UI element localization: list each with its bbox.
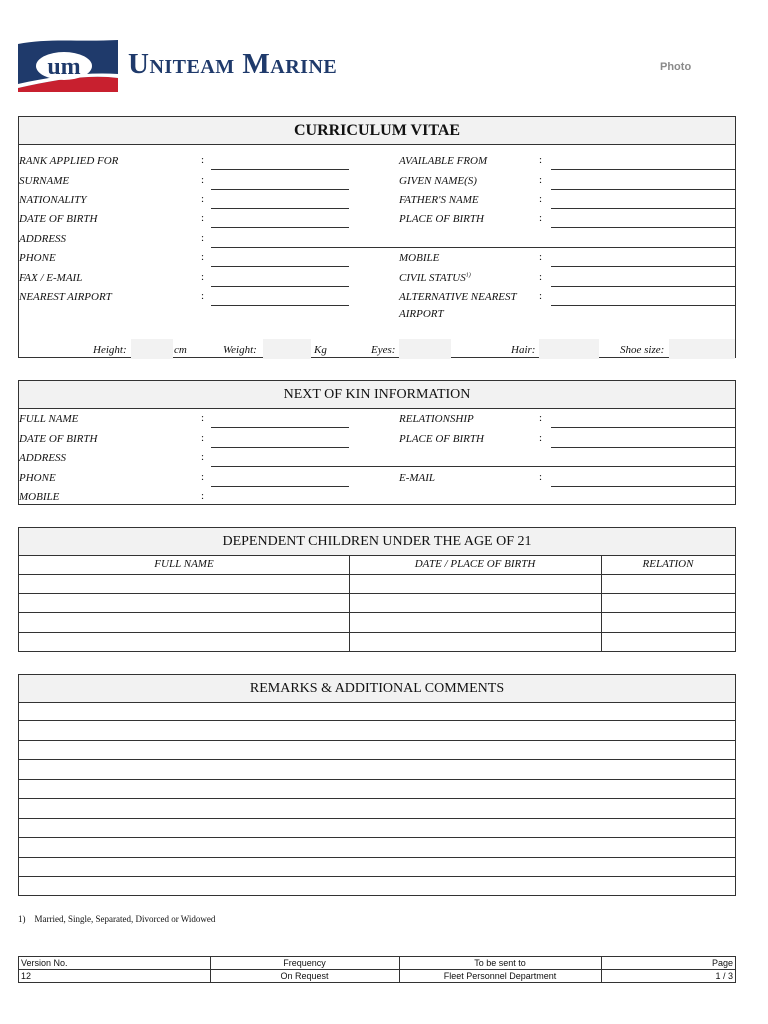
- field-label: E-MAIL: [399, 472, 436, 484]
- date-of-birth-input[interactable]: [211, 227, 349, 228]
- field-label: PLACE OF BIRTH: [399, 213, 484, 225]
- field-label: RELATIONSHIP: [399, 413, 474, 425]
- shoe-size-label: Shoe size:: [620, 344, 665, 356]
- mobile-input[interactable]: [551, 266, 735, 267]
- table-row[interactable]: [19, 612, 735, 613]
- field-label: PHONE: [19, 472, 56, 484]
- field-label: MOBILE: [19, 491, 60, 503]
- version-header: Version No.: [21, 958, 68, 968]
- remarks-line[interactable]: [19, 818, 735, 819]
- remarks-line[interactable]: [19, 740, 735, 741]
- kin-full-name-input[interactable]: [211, 427, 349, 428]
- remarks-line[interactable]: [19, 779, 735, 780]
- photo-placeholder[interactable]: Photo: [660, 61, 692, 73]
- cv-row: DATE OF BIRTH : PLACE OF BIRTH :: [19, 209, 735, 229]
- children-title: DEPENDENT CHILDREN UNDER THE AGE OF 21: [19, 528, 735, 556]
- field-label: NATIONALITY: [19, 194, 87, 206]
- sent-to-value: Fleet Personnel Department: [443, 971, 557, 981]
- height-label: Height:: [93, 344, 127, 356]
- hair-input[interactable]: [539, 339, 599, 359]
- page-value: 1 / 3: [715, 971, 733, 981]
- cv-title: CURRICULUM VITAE: [19, 117, 735, 145]
- sent-to-header: To be sent to: [474, 958, 526, 968]
- kin-row: ADDRESS :: [19, 448, 735, 468]
- cv-row: SURNAME : GIVEN NAME(S) :: [19, 171, 735, 191]
- page-header: Page: [711, 958, 733, 968]
- company-name: Uniteam Marine: [128, 48, 338, 80]
- field-label: GIVEN NAME(S): [399, 175, 477, 187]
- cv-row: NEAREST AIRPORT : ALTERNATIVE NEAREST AIRPORT :: [19, 287, 735, 323]
- kin-relationship-input[interactable]: [551, 427, 735, 428]
- kg-unit: Kg: [314, 344, 327, 356]
- field-label: CIVIL STATUS: [399, 272, 466, 284]
- kin-row: FULL NAME : RELATIONSHIP :: [19, 409, 735, 429]
- eyes-input[interactable]: [399, 339, 451, 359]
- document-footer: [18, 956, 736, 983]
- field-label: FULL NAME: [19, 413, 79, 425]
- physical-measures: [19, 339, 735, 359]
- footnote: 1) Married, Single, Separated, Divorced or Widowed: [18, 914, 216, 924]
- logo-text: um: [47, 54, 81, 80]
- field-label: ALTERNATIVE NEAREST: [399, 291, 517, 303]
- frequency-value: On Request: [280, 971, 329, 981]
- remarks-line[interactable]: [19, 720, 735, 721]
- children-table-header: [19, 555, 735, 575]
- kin-row: DATE OF BIRTH : PLACE OF BIRTH :: [19, 429, 735, 449]
- field-label: FATHER'S NAME: [399, 194, 479, 206]
- column-header: RELATION: [642, 558, 694, 570]
- remarks-line[interactable]: [19, 857, 735, 858]
- available-from-input[interactable]: [551, 169, 735, 170]
- version-value: 12: [21, 971, 32, 981]
- remarks-line[interactable]: [19, 798, 735, 799]
- cv-row: FAX / E-MAIL : CIVIL STATUS$^{1)}$ :: [19, 268, 735, 288]
- footnote-marker: 1): [465, 272, 471, 279]
- field-label: ADDRESS: [19, 233, 67, 245]
- place-of-birth-input[interactable]: [551, 227, 735, 228]
- field-label: PLACE OF BIRTH: [399, 433, 484, 445]
- shoe-size-input[interactable]: [669, 339, 735, 359]
- rank-input[interactable]: [211, 169, 349, 170]
- phone-input[interactable]: [211, 266, 349, 267]
- footer-value-row: [19, 969, 735, 982]
- table-row[interactable]: [19, 593, 735, 594]
- hair-label: Hair:: [511, 344, 536, 356]
- footer-header-row: [19, 957, 735, 969]
- remarks-line[interactable]: [19, 837, 735, 838]
- frequency-header: Frequency: [283, 958, 326, 968]
- cv-row: ADDRESS :: [19, 229, 735, 249]
- field-label: RANK APPLIED FOR: [19, 155, 119, 167]
- field-label: AVAILABLE FROM: [399, 155, 488, 167]
- nearest-airport-input[interactable]: [211, 305, 349, 306]
- height-input[interactable]: [131, 339, 173, 359]
- kin-title: NEXT OF KIN INFORMATION: [19, 381, 735, 409]
- kin-row: MOBILE :: [19, 490, 205, 503]
- kin-address-input[interactable]: [211, 466, 735, 467]
- field-label: DATE OF BIRTH: [19, 213, 98, 225]
- field-label: DATE OF BIRTH: [19, 433, 98, 445]
- remarks-section: [18, 674, 736, 896]
- column-header: DATE / PLACE OF BIRTH: [414, 558, 536, 570]
- field-label: ADDRESS: [19, 452, 67, 464]
- table-row[interactable]: [19, 632, 735, 633]
- cv-row: NATIONALITY : FATHER'S NAME :: [19, 190, 735, 210]
- remarks-line[interactable]: [19, 876, 735, 877]
- field-label: MOBILE: [399, 252, 440, 264]
- weight-label: Weight:: [223, 344, 257, 356]
- company-logo: [18, 40, 118, 92]
- cv-row: PHONE : MOBILE :: [19, 248, 735, 268]
- cm-unit: cm: [174, 344, 187, 356]
- cv-row: RANK APPLIED FOR : AVAILABLE FROM :: [19, 151, 735, 171]
- cv-section: [18, 116, 736, 358]
- next-of-kin-section: [18, 380, 736, 505]
- field-label: FAX / E-MAIL: [19, 272, 83, 284]
- kin-row: PHONE : E-MAIL :: [19, 468, 735, 488]
- remarks-line[interactable]: [19, 759, 735, 760]
- dependent-children-section: [18, 527, 736, 652]
- alternative-airport-input[interactable]: [551, 305, 735, 306]
- field-label: AIRPORT: [399, 308, 444, 320]
- column-header: FULL NAME: [154, 558, 214, 570]
- weight-input[interactable]: [263, 339, 311, 359]
- remarks-title: REMARKS & ADDITIONAL COMMENTS: [19, 675, 735, 703]
- field-label: SURNAME: [19, 175, 70, 187]
- eyes-label: Eyes:: [371, 344, 396, 356]
- field-label: NEAREST AIRPORT: [19, 291, 112, 303]
- field-label: PHONE: [19, 252, 56, 264]
